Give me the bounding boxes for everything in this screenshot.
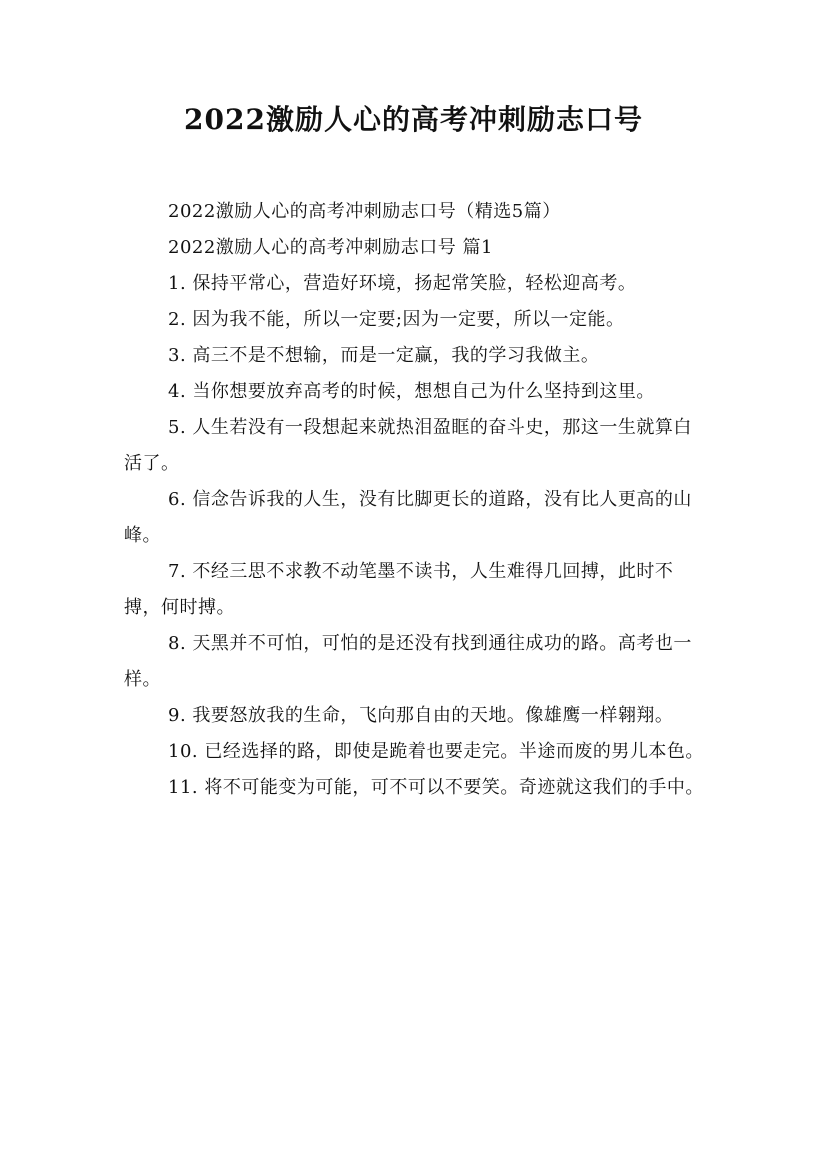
item-text: 高三不是不想输，而是一定赢，我的学习我做主。 [192,345,600,366]
item-number: 10. [168,741,199,762]
list-item [124,266,706,302]
list-item [124,770,706,806]
list-item [124,734,706,770]
list-item [124,482,706,554]
item-number: 11. [168,777,199,798]
item-number: 7. [168,561,187,582]
item-text: 已经选择的路，即使是跪着也要走完。半途而废的男儿本色。 [204,741,704,762]
item-number: 5. [168,417,187,438]
item-text: 不经三思不求教不动笔墨不读书，人生难得几回搏，此时不搏，何时搏。 [124,561,674,618]
item-text: 天黑并不可怕，可怕的是还没有找到通往成功的路。高考也一样。 [124,633,692,690]
item-number: 6. [168,489,187,510]
item-text: 人生若没有一段想起来就热泪盈眶的奋斗史，那这一生就算白活了。 [124,417,692,474]
item-number: 3. [168,345,187,366]
item-text: 当你想要放弃高考的时候，想想自己为什么坚持到这里。 [192,381,655,402]
item-text: 保持平常心，营造好环境，扬起常笑脸，轻松迎高考。 [192,273,637,294]
section-heading: 2022激励人心的高考冲刺励志口号 篇1 [168,237,493,258]
item-number: 8. [168,633,187,654]
item-text: 将不可能变为可能，可不可以不要笑。奇迹就这我们的手中。 [204,777,704,798]
list-item [124,698,706,734]
list-item [124,302,706,338]
document-subtitle: 2022激励人心的高考冲刺励志口号（精选5篇） [168,201,561,222]
document-title: 2022激励人心的高考冲刺励志口号 [184,103,643,136]
item-number: 2. [168,309,187,330]
list-item [124,554,706,626]
item-text: 因为我不能，所以一定要;因为一定要，所以一定能。 [192,309,625,330]
list-item [124,338,706,374]
item-number: 9. [168,705,187,726]
item-text: 我要怒放我的生命，飞向那自由的天地。像雄鹰一样翱翔。 [192,705,674,726]
item-number: 4. [168,381,187,402]
list-item [124,374,706,410]
item-number: 1. [168,273,187,294]
item-text: 信念告诉我的人生，没有比脚更长的道路，没有比人更高的山峰。 [124,489,692,546]
list-item [124,626,706,698]
list-item [124,410,706,482]
document-body [124,194,706,806]
